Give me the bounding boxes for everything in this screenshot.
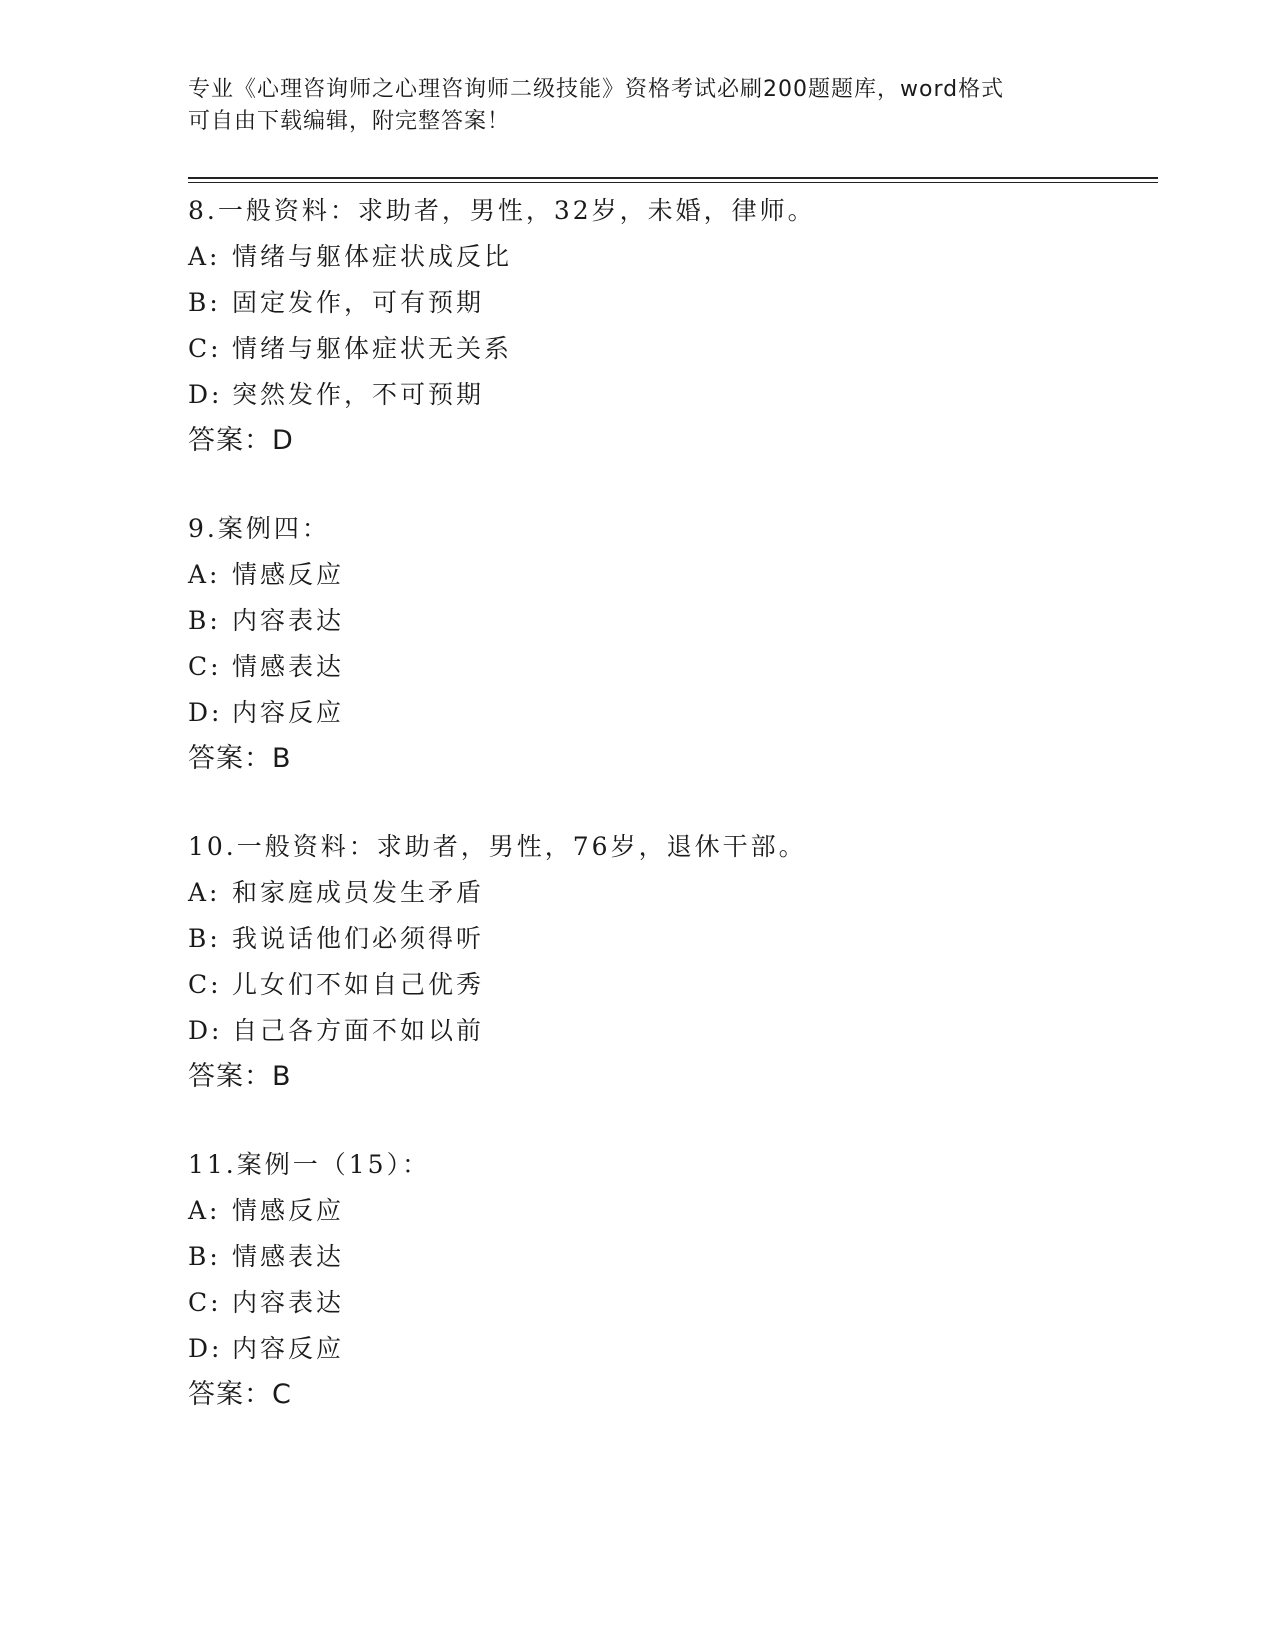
question-item bbox=[188, 506, 1148, 782]
option-text: 突然发作，不可预期 bbox=[232, 380, 485, 409]
header-divider-thin bbox=[188, 182, 1158, 183]
option-text: 情绪与躯体症状成反比 bbox=[232, 242, 513, 271]
option-letter: D: bbox=[188, 380, 223, 409]
option-b bbox=[188, 916, 1148, 962]
option-text: 内容反应 bbox=[232, 698, 345, 727]
option-letter: C: bbox=[188, 334, 222, 363]
option-c bbox=[188, 326, 1148, 372]
option-d bbox=[188, 690, 1148, 736]
option-a bbox=[188, 234, 1148, 280]
option-letter: B: bbox=[188, 1242, 221, 1271]
option-text: 内容表达 bbox=[232, 1288, 345, 1317]
question-title: 11.案例一（15）： bbox=[188, 1150, 431, 1179]
option-c bbox=[188, 644, 1148, 690]
answer-label: 答案：D bbox=[188, 425, 294, 456]
option-b bbox=[188, 280, 1148, 326]
option-text: 儿女们不如自己优秀 bbox=[232, 970, 485, 999]
option-letter: D: bbox=[188, 1334, 223, 1363]
option-text: 情感反应 bbox=[232, 1196, 345, 1225]
question-item bbox=[188, 188, 1148, 464]
option-letter: C: bbox=[188, 1288, 222, 1317]
option-c bbox=[188, 962, 1148, 1008]
option-c bbox=[188, 1280, 1148, 1326]
answer-label: 答案：C bbox=[188, 1379, 292, 1410]
option-letter: A: bbox=[188, 878, 221, 907]
option-a bbox=[188, 552, 1148, 598]
question-title: 10.一般资料：求助者，男性，76岁，退休干部。 bbox=[188, 832, 807, 861]
option-text: 自己各方面不如以前 bbox=[232, 1016, 485, 1045]
option-letter: B: bbox=[188, 288, 221, 317]
option-d bbox=[188, 1326, 1148, 1372]
option-text: 情感表达 bbox=[232, 1242, 345, 1271]
option-a bbox=[188, 870, 1148, 916]
option-letter: A: bbox=[188, 242, 221, 271]
answer-label: 答案：B bbox=[188, 1061, 292, 1092]
option-text: 内容反应 bbox=[232, 1334, 345, 1363]
option-b bbox=[188, 598, 1148, 644]
option-text: 情感表达 bbox=[232, 652, 345, 681]
option-text: 情绪与躯体症状无关系 bbox=[232, 334, 513, 363]
option-text: 内容表达 bbox=[232, 606, 345, 635]
header-line-1: 专业《心理咨询师之心理咨询师二级技能》资格考试必刷200题题库，word格式 bbox=[188, 77, 1005, 102]
answer-label: 答案：B bbox=[188, 743, 292, 774]
option-text: 我说话他们必须得听 bbox=[232, 924, 485, 953]
option-text: 和家庭成员发生矛盾 bbox=[232, 878, 485, 907]
header-divider-thick bbox=[188, 177, 1158, 179]
option-text: 情感反应 bbox=[232, 560, 345, 589]
option-d bbox=[188, 1008, 1148, 1054]
question-title: 9.案例四： bbox=[188, 514, 330, 543]
document-header bbox=[188, 74, 1088, 138]
header-line-2: 可自由下载编辑，附完整答案！ bbox=[188, 109, 511, 134]
question-item bbox=[188, 824, 1148, 1100]
option-text: 固定发作，可有预期 bbox=[232, 288, 485, 317]
question-title: 8.一般资料：求助者，男性，32岁，未婚，律师。 bbox=[188, 196, 816, 225]
option-letter: A: bbox=[188, 1196, 221, 1225]
option-letter: D: bbox=[188, 1016, 223, 1045]
option-letter: B: bbox=[188, 924, 221, 953]
option-letter: C: bbox=[188, 652, 222, 681]
option-letter: C: bbox=[188, 970, 222, 999]
option-letter: D: bbox=[188, 698, 223, 727]
question-list bbox=[188, 188, 1148, 1460]
question-item bbox=[188, 1142, 1148, 1418]
option-letter: B: bbox=[188, 606, 221, 635]
option-letter: A: bbox=[188, 560, 221, 589]
option-b bbox=[188, 1234, 1148, 1280]
option-d bbox=[188, 372, 1148, 418]
option-a bbox=[188, 1188, 1148, 1234]
